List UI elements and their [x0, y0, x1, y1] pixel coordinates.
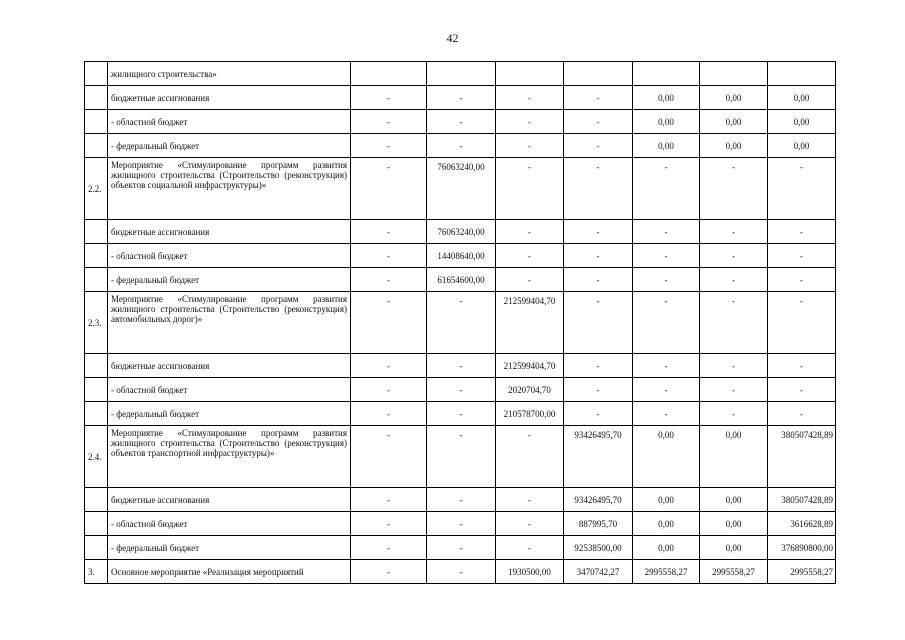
- value-cell: 2020704,70: [496, 378, 564, 402]
- row-name-cell: - федеральный бюджет: [108, 268, 351, 292]
- value-cell: 0,00: [700, 134, 768, 158]
- value-cell: 2995558,27: [768, 560, 836, 584]
- budget-table: [84, 61, 836, 584]
- value-cell: 0,00: [700, 86, 768, 110]
- value-cell: 76063240,00: [427, 158, 496, 220]
- row-name-cell: Мероприятие «Стимулирование программ развития жилищного строительства (Строительство (реконструкция) объектов транспортной инфраструктуры)»: [108, 426, 351, 488]
- row-name-cell: бюджетные ассигнования: [108, 354, 351, 378]
- value-cell: -: [496, 268, 564, 292]
- value-cell: -: [496, 426, 564, 488]
- table-row: [85, 536, 836, 560]
- value-cell: 0,00: [633, 134, 700, 158]
- value-cell: -: [427, 292, 496, 354]
- value-cell: 380507428,89: [768, 426, 836, 488]
- value-cell: -: [496, 158, 564, 220]
- value-cell: -: [633, 292, 700, 354]
- value-cell: -: [351, 268, 427, 292]
- value-cell: 1930500,00: [496, 560, 564, 584]
- value-cell: -: [427, 354, 496, 378]
- value-cell: -: [351, 560, 427, 584]
- value-cell: 0,00: [768, 134, 836, 158]
- value-cell: 0,00: [768, 110, 836, 134]
- value-cell: -: [564, 402, 633, 426]
- value-cell: 0,00: [700, 426, 768, 488]
- value-cell: -: [427, 560, 496, 584]
- value-cell: 61654600,00: [427, 268, 496, 292]
- value-cell: -: [427, 378, 496, 402]
- value-cell: -: [768, 292, 836, 354]
- row-number-cell: [85, 244, 108, 268]
- value-cell: -: [700, 354, 768, 378]
- page-number: 42: [446, 31, 459, 45]
- row-name-cell: - областной бюджет: [108, 512, 351, 536]
- value-cell: 0,00: [700, 488, 768, 512]
- value-cell: [633, 62, 700, 86]
- value-cell: [427, 62, 496, 86]
- value-cell: -: [351, 134, 427, 158]
- value-cell: 2995558,27: [633, 560, 700, 584]
- row-number-cell: [85, 402, 108, 426]
- row-number-cell: 2.3.: [85, 292, 108, 354]
- value-cell: -: [768, 378, 836, 402]
- value-cell: -: [496, 134, 564, 158]
- value-cell: -: [633, 220, 700, 244]
- row-name-cell: бюджетные ассигнования: [108, 488, 351, 512]
- value-cell: -: [427, 402, 496, 426]
- value-cell: -: [633, 402, 700, 426]
- value-cell: -: [633, 158, 700, 220]
- table-row: [85, 134, 836, 158]
- table-row: [85, 110, 836, 134]
- value-cell: -: [633, 354, 700, 378]
- row-number-cell: [85, 62, 108, 86]
- row-number-cell: [85, 536, 108, 560]
- value-cell: -: [564, 378, 633, 402]
- value-cell: 380507428,89: [768, 488, 836, 512]
- table-row: [85, 560, 836, 584]
- value-cell: 14408640,00: [427, 244, 496, 268]
- value-cell: 0,00: [633, 512, 700, 536]
- table-row: [85, 354, 836, 378]
- value-cell: 92538500,00: [564, 536, 633, 560]
- value-cell: -: [427, 536, 496, 560]
- value-cell: -: [351, 354, 427, 378]
- table-row: [85, 402, 836, 426]
- row-number-cell: [85, 488, 108, 512]
- value-cell: -: [768, 268, 836, 292]
- value-cell: -: [496, 86, 564, 110]
- value-cell: -: [564, 244, 633, 268]
- value-cell: -: [351, 536, 427, 560]
- value-cell: -: [351, 158, 427, 220]
- value-cell: 2995558,27: [700, 560, 768, 584]
- value-cell: -: [768, 354, 836, 378]
- row-name-cell: Мероприятие «Стимулирование программ развития жилищного строительства (Строительство (реконструкция) автомобильных дорог)»: [108, 292, 351, 354]
- value-cell: 0,00: [700, 536, 768, 560]
- row-number-cell: 2.2.: [85, 158, 108, 220]
- budget-table-body: [85, 62, 836, 584]
- row-name-cell: - федеральный бюджет: [108, 536, 351, 560]
- value-cell: -: [700, 378, 768, 402]
- value-cell: -: [351, 86, 427, 110]
- value-cell: 0,00: [633, 488, 700, 512]
- value-cell: -: [427, 488, 496, 512]
- table-row: [85, 220, 836, 244]
- row-number-cell: [85, 378, 108, 402]
- value-cell: -: [427, 110, 496, 134]
- value-cell: -: [768, 158, 836, 220]
- value-cell: 0,00: [700, 512, 768, 536]
- value-cell: -: [768, 244, 836, 268]
- value-cell: -: [427, 134, 496, 158]
- value-cell: -: [496, 244, 564, 268]
- value-cell: -: [564, 268, 633, 292]
- measure-row: [85, 426, 836, 488]
- value-cell: 376890800,00: [768, 536, 836, 560]
- value-cell: -: [351, 244, 427, 268]
- value-cell: 0,00: [633, 536, 700, 560]
- value-cell: -: [564, 134, 633, 158]
- row-name-cell: Основное мероприятие «Реализация мероприятий: [108, 560, 351, 584]
- row-number-cell: [85, 354, 108, 378]
- row-name-cell: - областной бюджет: [108, 110, 351, 134]
- measure-row: [85, 158, 836, 220]
- table-row: [85, 378, 836, 402]
- value-cell: -: [427, 426, 496, 488]
- row-number-cell: [85, 268, 108, 292]
- value-cell: -: [700, 158, 768, 220]
- table-row: [85, 244, 836, 268]
- row-name-cell: - федеральный бюджет: [108, 134, 351, 158]
- value-cell: -: [700, 220, 768, 244]
- value-cell: -: [496, 536, 564, 560]
- value-cell: -: [700, 402, 768, 426]
- value-cell: -: [700, 268, 768, 292]
- value-cell: -: [496, 512, 564, 536]
- value-cell: -: [351, 512, 427, 536]
- value-cell: -: [351, 426, 427, 488]
- row-number-cell: [85, 220, 108, 244]
- value-cell: 93426495,70: [564, 488, 633, 512]
- value-cell: -: [564, 110, 633, 134]
- value-cell: [564, 62, 633, 86]
- value-cell: -: [564, 158, 633, 220]
- value-cell: 0,00: [633, 86, 700, 110]
- value-cell: 0,00: [768, 86, 836, 110]
- value-cell: [700, 62, 768, 86]
- value-cell: -: [633, 378, 700, 402]
- table-row: [85, 488, 836, 512]
- value-cell: 0,00: [633, 110, 700, 134]
- value-cell: -: [564, 86, 633, 110]
- value-cell: -: [700, 244, 768, 268]
- value-cell: [351, 62, 427, 86]
- row-name-cell: Мероприятие «Стимулирование программ развития жилищного строительства (Строительство (реконструкция) объектов социальной инфраструктуры)»: [108, 158, 351, 220]
- value-cell: -: [427, 86, 496, 110]
- value-cell: -: [351, 110, 427, 134]
- value-cell: 210578700,00: [496, 402, 564, 426]
- value-cell: 212599404,70: [496, 292, 564, 354]
- row-number-cell: [85, 86, 108, 110]
- table-row: [85, 86, 836, 110]
- value-cell: -: [633, 244, 700, 268]
- row-name-cell: - областной бюджет: [108, 378, 351, 402]
- value-cell: -: [700, 292, 768, 354]
- value-cell: -: [496, 220, 564, 244]
- value-cell: -: [351, 292, 427, 354]
- row-number-cell: [85, 512, 108, 536]
- row-number-cell: 3.: [85, 560, 108, 584]
- value-cell: -: [768, 220, 836, 244]
- value-cell: 3470742,27: [564, 560, 633, 584]
- value-cell: 76063240,00: [427, 220, 496, 244]
- value-cell: -: [351, 402, 427, 426]
- value-cell: -: [633, 268, 700, 292]
- value-cell: -: [351, 220, 427, 244]
- value-cell: 93426495,70: [564, 426, 633, 488]
- row-name-cell: бюджетные ассигнования: [108, 220, 351, 244]
- value-cell: [496, 62, 564, 86]
- value-cell: -: [427, 512, 496, 536]
- value-cell: [768, 62, 836, 86]
- value-cell: 212599404,70: [496, 354, 564, 378]
- value-cell: -: [351, 488, 427, 512]
- value-cell: 0,00: [700, 110, 768, 134]
- table-row: [85, 268, 836, 292]
- value-cell: 3616628,89: [768, 512, 836, 536]
- value-cell: -: [564, 220, 633, 244]
- row-number-cell: [85, 110, 108, 134]
- row-name-cell: жилищного строительства»: [108, 62, 351, 86]
- row-number-cell: 2.4.: [85, 426, 108, 488]
- value-cell: 887995,70: [564, 512, 633, 536]
- table-row: [85, 62, 836, 86]
- value-cell: -: [351, 378, 427, 402]
- row-number-cell: [85, 134, 108, 158]
- row-name-cell: - федеральный бюджет: [108, 402, 351, 426]
- value-cell: -: [768, 402, 836, 426]
- value-cell: -: [496, 110, 564, 134]
- value-cell: -: [564, 354, 633, 378]
- value-cell: 0,00: [633, 426, 700, 488]
- value-cell: -: [564, 292, 633, 354]
- row-name-cell: бюджетные ассигнования: [108, 86, 351, 110]
- value-cell: -: [496, 488, 564, 512]
- row-name-cell: - областной бюджет: [108, 244, 351, 268]
- measure-row: [85, 292, 836, 354]
- table-row: [85, 512, 836, 536]
